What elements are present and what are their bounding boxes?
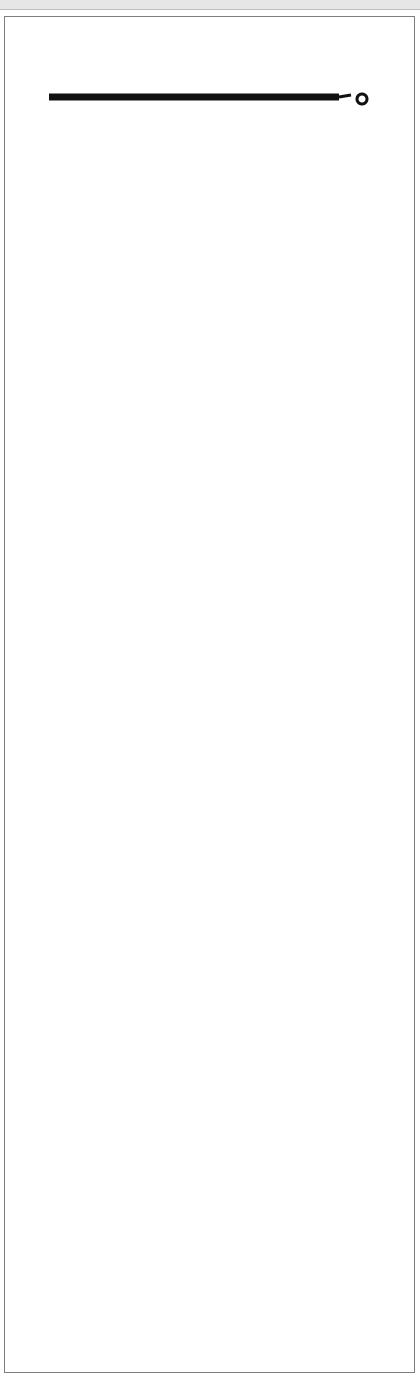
- top-strip: [0, 0, 420, 10]
- ornamental-divider-icon: [19, 63, 399, 127]
- ornamental-divider-icon: [39, 63, 369, 127]
- article-frame: [4, 16, 415, 1373]
- article-content: [19, 33, 399, 141]
